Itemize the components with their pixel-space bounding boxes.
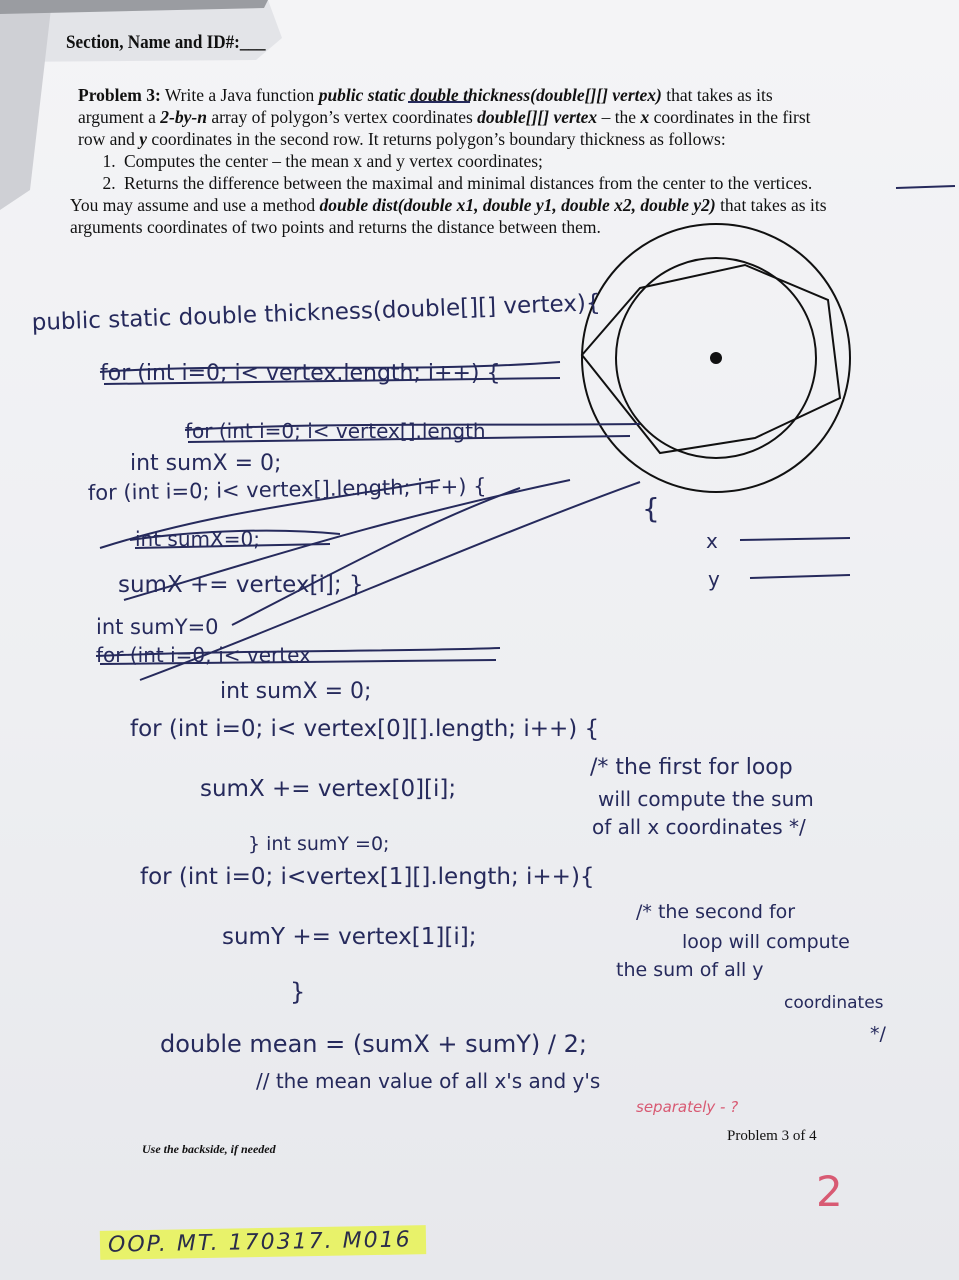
hw-struck-line: for (int i=0; i< vertex.length; i++) { [100, 361, 501, 386]
hw-struck-line: int sumX=0; [135, 527, 260, 551]
thickness-diagram [582, 224, 850, 492]
hw-comment: /* the second for [636, 901, 796, 923]
hw-sumy-add: sumY += vertex[1][i]; [222, 924, 477, 950]
hw-int-sumy: int sumY=0 [96, 615, 219, 639]
hw-comment: coordinates [784, 993, 884, 1013]
hw-comment: */ [870, 1023, 886, 1045]
center-dot [710, 352, 722, 364]
problem-title: Problem 3: [78, 85, 161, 105]
hw-comment: /* the first for loop [590, 755, 793, 780]
hw-struck-line: for (int i=0; i< vertex [96, 643, 311, 667]
hw-comment: will compute the sum [598, 787, 814, 811]
hw-for-loop: for (int i=0; i<vertex[1][].length; i++){ [140, 864, 595, 890]
hw-for-loop: for (int i=0; i< vertex[0][].length; i++) { [130, 716, 600, 742]
hw-mean-comment: // the mean value of all x's and y's [256, 1069, 601, 1093]
step-item: 2. Returns the difference between the maximal and minimal distances from the center to the vertices. [120, 172, 878, 194]
page-number: Problem 3 of 4 [727, 1128, 817, 1144]
hw-int-sumy: } int sumY =0; [248, 833, 390, 855]
hw-close-brace: } [290, 978, 306, 1006]
backside-note: Use the backside, if needed [142, 1142, 276, 1156]
hw-y-label: y [708, 567, 720, 591]
grader-remark: separately - ? [636, 1098, 739, 1116]
hw-signature: public static double thickness(double[][] vertex){ [31, 290, 601, 336]
hw-struck-line: for (int i=0; i< vertex[].length [185, 419, 486, 443]
hw-for-loop: for (int i=0; i< vertex[].length; i++) { [87, 474, 487, 505]
hw-x-label: x [706, 529, 718, 553]
hw-open-brace: { [642, 492, 660, 525]
hw-int-sumx: int sumX = 0; [130, 451, 282, 476]
dist-method: double dist(double x1, double y1, double x2, double y2) [319, 195, 716, 215]
highlighted-exam-code: OOP. MT. 170317. M016 [100, 1225, 426, 1260]
function-signature: public static double thickness(double[][] vertex) [318, 85, 662, 105]
hw-sumx-add: sumX += vertex[i]; } [118, 572, 364, 598]
problem-statement: Problem 3: Write a Java function public static double thickness(double[][] vertex) that takes as its argument a 2-by-n array of polygon’s vertex coordinates double[][] vertex – the x coordinates in the first row and y coordinates in the second row. It returns polygon’s boundary thickness as follows: 1. Computes the center – the mean x and y vertex coordinates; 2. Returns the difference between the maximal and minimal distances from the center to the vertices. You may assume and use a method double dist(double x1, double y1, double x2, double y2) that takes as its arguments coordinates of two points and returns the distance between them. [78, 84, 878, 238]
hw-mean-line: double mean = (sumX + sumY) / 2; [160, 1030, 587, 1058]
hw-comment: of all x coordinates */ [592, 815, 806, 839]
hw-sumx-add: sumX += vertex[0][i]; [200, 776, 457, 802]
hw-int-sumx: int sumX = 0; [220, 679, 372, 704]
step-item: 1. Computes the center – the mean x and y vertex coordinates; [120, 150, 878, 172]
grader-score: 2 [816, 1167, 843, 1216]
section-name-id-label: Section, Name and ID#:___ [66, 32, 266, 53]
hw-comment: loop will compute [682, 931, 850, 953]
hw-comment: the sum of all y [616, 959, 764, 981]
